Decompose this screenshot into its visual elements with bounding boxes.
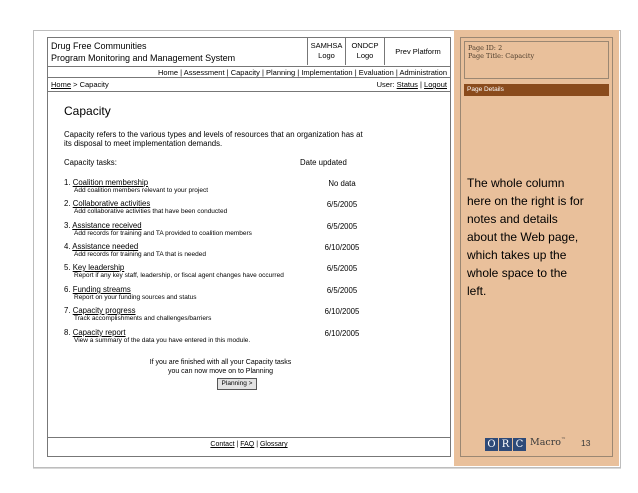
- task-date: No data: [328, 179, 356, 188]
- samhsa-logo: [307, 38, 345, 65]
- task-number: 3.: [64, 221, 71, 230]
- ondcp-logo-line2: Logo: [356, 51, 374, 60]
- footer-links: Contact | FAQ | Glossary: [210, 441, 288, 448]
- breadcrumb-home-link[interactable]: Home: [51, 80, 72, 89]
- task-number: 7.: [64, 306, 71, 315]
- planning-button[interactable]: Planning >: [217, 378, 257, 390]
- task-number: 8.: [64, 328, 71, 337]
- tasks-label: Capacity tasks:: [64, 158, 117, 167]
- task-collaborative-activities: [64, 200, 444, 222]
- task-description: Report on your funding sources and status: [74, 294, 197, 301]
- app-header: [48, 38, 450, 66]
- task-number: 5.: [64, 263, 71, 272]
- task-description: Track accomplishments and challenges/barriers: [74, 315, 212, 322]
- glossary-link[interactable]: Glossary: [259, 441, 288, 448]
- notes-text: The whole column here on the right is for notes and details about the Web page, which takes up the whole space to the left.: [467, 176, 584, 298]
- task-date: 6/5/2005: [326, 286, 358, 295]
- task-link[interactable]: Collaborative activities: [72, 199, 151, 208]
- breadcrumb-separator: >: [71, 80, 80, 89]
- task-link[interactable]: Coalition membership: [72, 178, 149, 187]
- nav-item-evaluation[interactable]: Evaluation: [358, 68, 394, 77]
- samhsa-logo-line1: SAMHSA: [310, 41, 343, 50]
- faq-link[interactable]: FAQ: [240, 441, 255, 448]
- task-link[interactable]: Assistance needed: [72, 242, 139, 251]
- breadcrumb-bar: [48, 79, 450, 92]
- nav-item-assessment[interactable]: Assessment: [183, 68, 225, 77]
- task-key-leadership: [64, 264, 444, 286]
- task-description: Add records for training and TA that is needed: [74, 251, 207, 258]
- logo-word-macro: [530, 434, 566, 449]
- task-number: 6.: [64, 285, 71, 294]
- task-number: 1.: [64, 178, 71, 187]
- status-link[interactable]: Status: [396, 80, 418, 89]
- completion-message-line2: you can now move on to Planning: [167, 367, 274, 375]
- task-date: 6/10/2005: [324, 307, 360, 316]
- task-number: 2.: [64, 199, 71, 208]
- nav-item-planning[interactable]: Planning: [266, 68, 296, 77]
- nav-item-capacity[interactable]: Capacity: [230, 68, 260, 77]
- contact-link[interactable]: Contact: [210, 441, 235, 448]
- ondcp-logo-line1: ONDCP: [351, 41, 379, 50]
- task-funding-streams: [64, 286, 444, 308]
- task-coalition-membership: [64, 179, 444, 201]
- breadcrumb: [51, 79, 109, 91]
- page-intro: Capacity refers to the various types and levels of resources that an organization has at its disposal to meet implementation demands.: [64, 130, 363, 148]
- logo-word: Macro: [530, 437, 561, 449]
- nav-item-implementation[interactable]: Implementation: [301, 68, 353, 77]
- prev-platform-link[interactable]: Prev Platform: [384, 38, 451, 65]
- date-updated-label: Date updated: [300, 158, 347, 167]
- task-capacity-progress: [64, 307, 444, 329]
- task-date: 6/10/2005: [324, 243, 360, 252]
- task-number: 4.: [64, 242, 71, 251]
- task-link[interactable]: Assistance received: [72, 221, 142, 230]
- notes-column: [454, 30, 619, 466]
- page-title: Capacity: [64, 104, 111, 118]
- task-assistance-received: [64, 222, 444, 244]
- ondcp-logo: [345, 38, 384, 65]
- task-date: 6/5/2005: [326, 200, 358, 209]
- task-link[interactable]: Key leadership: [72, 263, 125, 272]
- task-date: 6/10/2005: [324, 329, 360, 338]
- user-label: User:: [376, 80, 395, 89]
- completion-message-line1: If you are finished with all your Capacity tasks: [149, 359, 292, 366]
- task-capacity-report: [64, 329, 444, 351]
- logo-letter-o: O: [485, 438, 498, 451]
- wireframe-page: [47, 37, 451, 457]
- nav-item-administration[interactable]: Administration: [399, 68, 447, 77]
- task-link[interactable]: Capacity progress: [72, 306, 136, 315]
- task-description: Report if any key staff, leadership, or fiscal agent changes have occurred: [74, 272, 284, 279]
- app-title-line1: Drug Free Communities: [51, 41, 147, 51]
- completion-message: [148, 359, 293, 376]
- footer-divider: [48, 437, 450, 438]
- page-title-note: Page Title: Capacity: [468, 52, 535, 60]
- user-links: User: Status | Logout: [376, 80, 447, 89]
- task-link[interactable]: Funding streams: [72, 285, 131, 294]
- page-details-header: Page Details: [464, 84, 609, 96]
- logo-letter-c: C: [513, 438, 526, 451]
- task-date: 6/5/2005: [326, 222, 358, 231]
- task-date: 6/5/2005: [326, 264, 358, 273]
- task-description: Add coalition members relevant to your project: [74, 187, 209, 194]
- breadcrumb-current: Capacity: [79, 80, 109, 89]
- task-assistance-needed: [64, 243, 444, 265]
- task-description: Add collaborative activities that have been conducted: [74, 208, 228, 215]
- task-description: Add records for training and TA provided to coalition members: [74, 230, 252, 237]
- app-title-line2: Program Monitoring and Management System: [51, 52, 236, 63]
- logo-letter-r: R: [499, 438, 512, 451]
- app-title: [51, 41, 235, 64]
- samhsa-logo-line2: Logo: [318, 51, 335, 60]
- slide-number: 13: [581, 438, 591, 448]
- task-link[interactable]: Capacity report: [72, 328, 126, 337]
- page-id: Page ID: 2: [468, 44, 503, 52]
- nav-item-home[interactable]: Home: [157, 68, 178, 77]
- orc-macro-logo: [485, 434, 566, 448]
- main-nav: Home | Assessment | Capacity | Planning | Implementation | Evaluation | Administration: [48, 66, 450, 78]
- page-id-box: [464, 41, 609, 79]
- logo-trademark: ™: [560, 437, 566, 443]
- task-description: View a summary of the data you have entered in this module.: [74, 337, 251, 344]
- logout-link[interactable]: Logout: [424, 80, 447, 89]
